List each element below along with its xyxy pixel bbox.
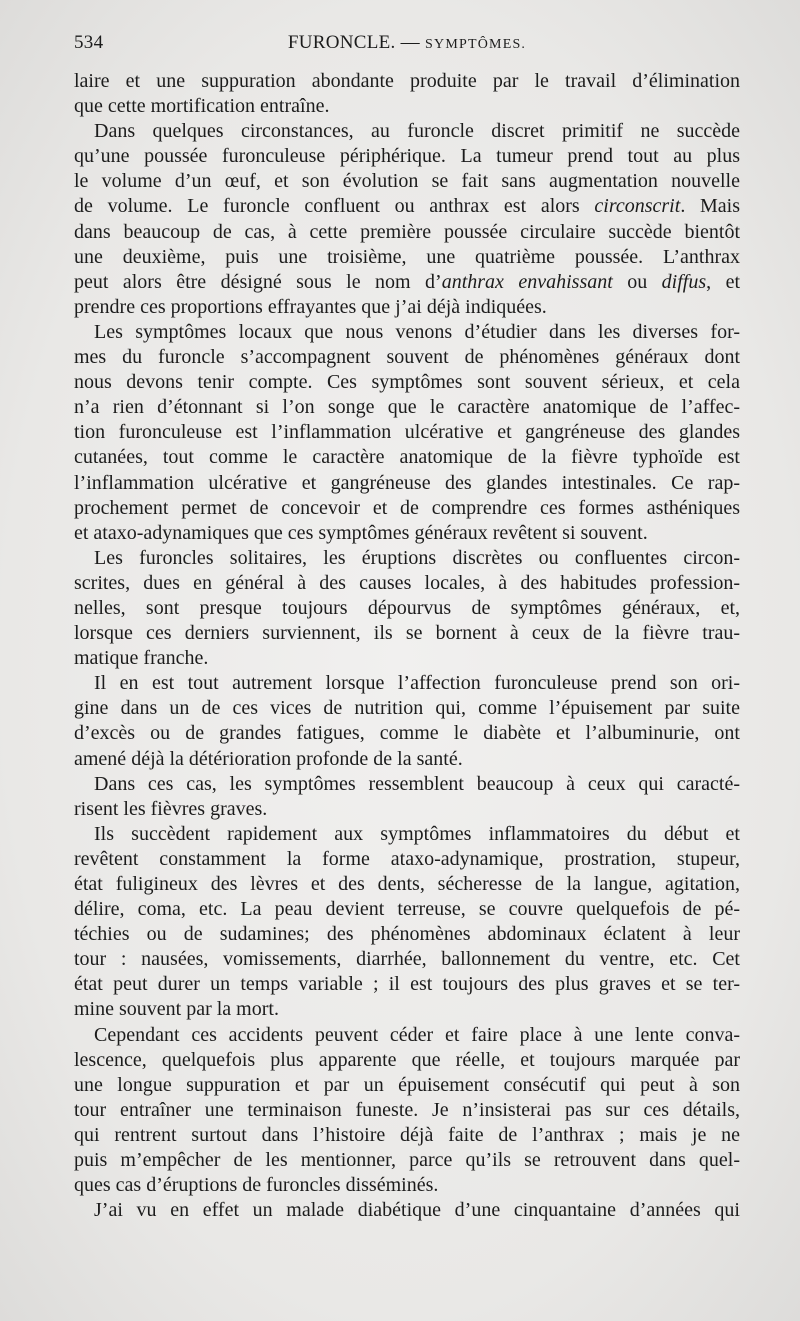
text-line: scrites, dues en général à des causes locales, à des habitudes profession- — [74, 571, 740, 594]
title-separator: — — [400, 32, 420, 53]
text-line: tour entraîner une terminaison funeste. Je n’insisterai pas sur ces détails, — [74, 1098, 740, 1121]
text-line: l’inflammation ulcérative et gangréneuse des glandes intestinales. Ce rap- — [74, 471, 740, 494]
text-segment: peut alors être désigné sous le nom d’ — [74, 270, 442, 293]
text-line: lescence, quelquefois plus apparente que réelle, et toujours marquée par — [74, 1048, 740, 1071]
text-line: tion furonculeuse est l’inflammation ulcérative et gangréneuse des glandes — [74, 421, 740, 444]
text-line: Il en est tout autrement lorsque l’affection furonculeuse prend son ori- — [94, 672, 740, 695]
running-header — [74, 32, 740, 60]
text-line: cutanées, tout comme le caractère anatomique de la fièvre typhoïde est — [74, 446, 740, 469]
text-line: prendre ces proportions effrayantes que j’ai déjà indiquées. — [74, 295, 547, 318]
page-number: 534 — [74, 32, 104, 53]
text-segment: de volume. Le furoncle confluent ou anthrax est alors — [74, 195, 595, 218]
section-title: SYMPTÔMES. — [425, 37, 527, 52]
text-line: Dans ces cas, les symptômes ressemblent beaucoup à ceux qui caracté- — [94, 772, 740, 795]
text-line: puis m’empêcher de les mentionner, parce qu’ils se retrouvent dans quel- — [74, 1149, 740, 1172]
text-line: nous devons tenir compte. Ces symptômes sont souvent sérieux, et cela — [74, 371, 740, 394]
text-line: ques cas d’éruptions de furoncles disséminés. — [74, 1174, 439, 1197]
text-line: qu’une poussée furonculeuse périphérique. La tumeur prend tout au plus — [74, 145, 740, 168]
text-line: gine dans un de ces vices de nutrition qui, comme l’épuisement par suite — [74, 697, 740, 720]
text-segment: ou — [612, 270, 662, 293]
text-line: délire, coma, etc. La peau devient terreuse, se couvre quelquefois de pé- — [74, 898, 740, 921]
italic-term: anthrax envahissant — [441, 270, 613, 293]
text-line: Dans quelques circonstances, au furoncle discret primitif ne succède — [94, 120, 740, 143]
text-line: J’ai vu en effet un malade diabétique d’une cinquantaine d’années qui — [94, 1199, 740, 1222]
text-line: amené déjà la détérioration profonde de la santé. — [74, 747, 463, 770]
text-line: le volume d’un œuf, et son évolution se fait sans augmentation nouvelle — [74, 170, 740, 193]
text-line: état fuligineux des lèvres et des dents, sécheresse de la langue, agitation, — [74, 873, 740, 895]
text-line: dans beaucoup de cas, à cette première poussée circulaire succède bientôt — [74, 220, 740, 243]
text-line: Les furoncles solitaires, les éruptions discrètes ou confluentes circon- — [94, 546, 740, 569]
text-line — [74, 194, 740, 219]
text-line: qui rentrent surtout dans l’histoire déjà faite de l’anthrax ; mais je ne — [74, 1123, 740, 1146]
text-line: risent les fièvres graves. — [74, 797, 268, 820]
text-line: matique franche. — [74, 647, 209, 670]
text-line: Ils succèdent rapidement aux symptômes inflammatoires du début et — [94, 822, 740, 845]
text-line: état peut durer un temps variable ; il est toujours des plus graves et se ter- — [74, 973, 740, 996]
text-line: mes du furoncle s’accompagnent souvent de phénomènes généraux dont — [74, 346, 740, 369]
text-line: n’a rien d’étonnant si l’on songe que le caractère anatomique de l’affec- — [74, 396, 740, 419]
text-line: mine souvent par la mort. — [74, 998, 279, 1021]
text-segment: , et — [706, 270, 740, 293]
running-title — [74, 32, 740, 54]
text-line — [74, 270, 740, 295]
text-line: Cependant ces accidents peuvent céder et faire place à une lente conva- — [94, 1023, 740, 1046]
text-line: une longue suppuration et par un épuisement consécutif qui peut à son — [74, 1073, 740, 1096]
text-line: d’excès ou de grandes fatigues, comme le diabète et l’albuminurie, ont — [74, 722, 740, 745]
text-segment: . Mais — [680, 195, 740, 218]
italic-term: circonscrit — [594, 195, 681, 218]
text-line: revêtent constamment la forme ataxo-adynamique, prostration, stupeur, — [74, 847, 740, 870]
text-line: que cette mortification entraîne. — [74, 95, 330, 118]
italic-term: diffus — [661, 270, 707, 293]
text-line: prochement permet de concevoir et de comprendre ces formes asthéniques — [74, 496, 740, 519]
text-line: laire et une suppuration abondante produite par le travail d’élimination — [74, 70, 740, 92]
text-line: lorsque ces derniers surviennent, ils se bornent à ceux de la fièvre trau- — [74, 622, 740, 645]
text-line: une deuxième, puis une troisième, une quatrième poussée. L’anthrax — [74, 245, 740, 268]
text-line: téchies ou de sudamines; des phénomènes abdominaux éclatent à leur — [74, 923, 740, 946]
body-text — [74, 69, 740, 1223]
text-line: Les symptômes locaux que nous venons d’étudier dans les diverses for- — [94, 320, 740, 343]
text-line: nelles, sont presque toujours dépourvus de symptômes généraux, et, — [74, 596, 740, 619]
text-line: tour : nausées, vomissements, diarrhée, ballonnement du ventre, etc. Cet — [74, 948, 740, 971]
chapter-title: FURONCLE. — [287, 32, 396, 53]
text-line: et ataxo-adynamiques que ces symptômes généraux revêtent si souvent. — [74, 521, 648, 544]
